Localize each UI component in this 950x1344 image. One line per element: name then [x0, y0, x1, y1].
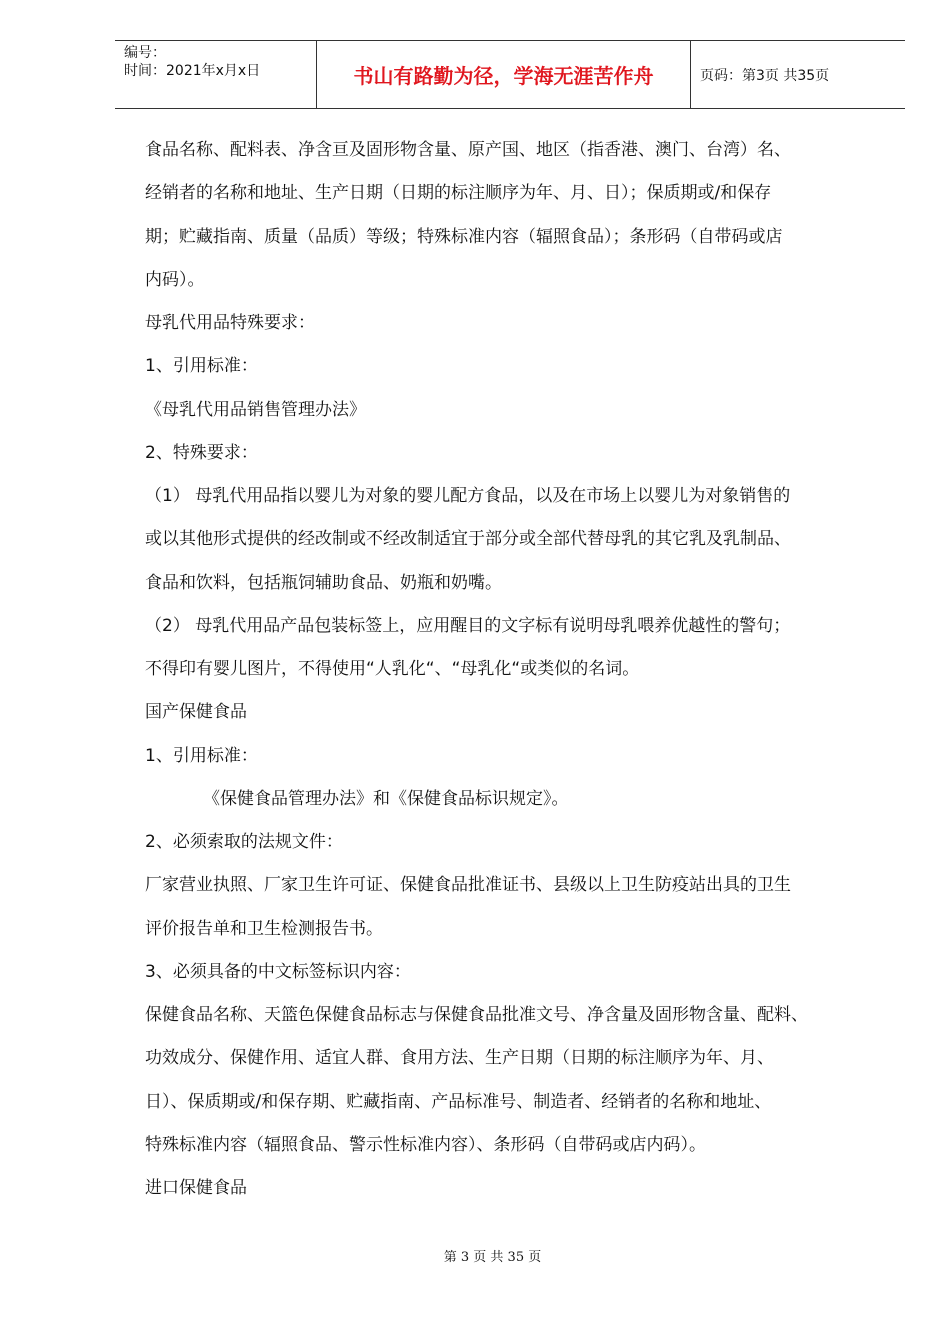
- body-line: 1、引用标准：: [145, 745, 258, 766]
- header-motto-cell: [316, 41, 691, 108]
- section-heading: 国产保健食品: [145, 702, 247, 723]
- body-line: 《母乳代用品销售管理办法》: [145, 399, 366, 420]
- body-line: 日）、保质期或/和保存期、贮藏指南、产品标准号、制造者、经销者的名称和地址、: [145, 1091, 772, 1112]
- body-line: 功效成分、保健作用、适宜人群、食用方法、生产日期（日期的标注顺序为年、月、: [145, 1048, 774, 1069]
- page-footer: 第 3 页 共 35 页: [443, 1250, 542, 1265]
- section-heading: 母乳代用品特殊要求：: [145, 313, 315, 333]
- section-heading: 进口保健食品: [145, 1178, 247, 1198]
- body-line: 1、引用标准：: [145, 356, 258, 377]
- body-line: 或以其他形式提供的经改制或不经改制适宜于部分或全部代替母乳的其它乳及乳制品、: [145, 529, 791, 550]
- body-line: 期；贮藏指南、质量（品质）等级；特殊标准内容（辐照食品）；条形码（自带码或店: [145, 226, 783, 247]
- header-meta: [115, 41, 316, 108]
- header-page-cell: [691, 41, 905, 108]
- document-body: [145, 131, 890, 1212]
- body-line: 不得印有婴儿图片，不得使用“人乳化“、“母乳化“或类似的名词。: [145, 659, 640, 679]
- body-line: 《保健食品管理办法》和《保健食品标识规定》。: [203, 788, 569, 809]
- body-line: 食品和饮料，包括瓶饲辅助食品、奶瓶和奶嘴。: [145, 572, 502, 593]
- date-label: 时间：2021年x月x日: [124, 63, 261, 79]
- body-line: 2、必须索取的法规文件：: [145, 832, 343, 852]
- body-line: 内码）。: [145, 269, 205, 290]
- body-line: 经销者的名称和地址、生产日期（日期的标注顺序为年、月、日）；保质期或/和保存: [145, 183, 772, 204]
- body-line: 2、特殊要求：: [145, 442, 258, 463]
- body-line: 食品名称、配料表、净含亘及固形物含量、原产国、地区（指香港、澳门、台湾）名、: [145, 140, 791, 160]
- serial-number-label: 编号：: [124, 45, 166, 61]
- body-line: 3、必须具备的中文标签标识内容：: [145, 961, 411, 982]
- body-line: 保健食品名称、天篮色保健食品标志与保健食品批准文号、净含量及固形物含量、配料、: [145, 1005, 808, 1025]
- body-line: （2） 母乳代用品产品包装标签上，应用醒目的文字标有说明母乳喂养优越性的警句；: [145, 615, 791, 636]
- body-line: （1） 母乳代用品指以婴儿为对象的婴儿配方食品，以及在市场上以婴儿为对象销售的: [145, 486, 791, 506]
- header-page-number: 页码：第3页 共35页: [700, 67, 830, 84]
- body-line: 特殊标准内容（辐照食品、警示性标准内容）、条形码（自带码或店内码）。: [145, 1134, 706, 1155]
- body-line: 评价报告单和卫生检测报告书。: [145, 918, 383, 939]
- body-line: 厂家营业执照、厂家卫生许可证、保健食品批准证书、县级以上卫生防疫站出具的卫生: [145, 875, 791, 896]
- header-motto: 书山有路勤为径，学海无涯苦作舟: [353, 64, 654, 88]
- page-header: [115, 40, 905, 109]
